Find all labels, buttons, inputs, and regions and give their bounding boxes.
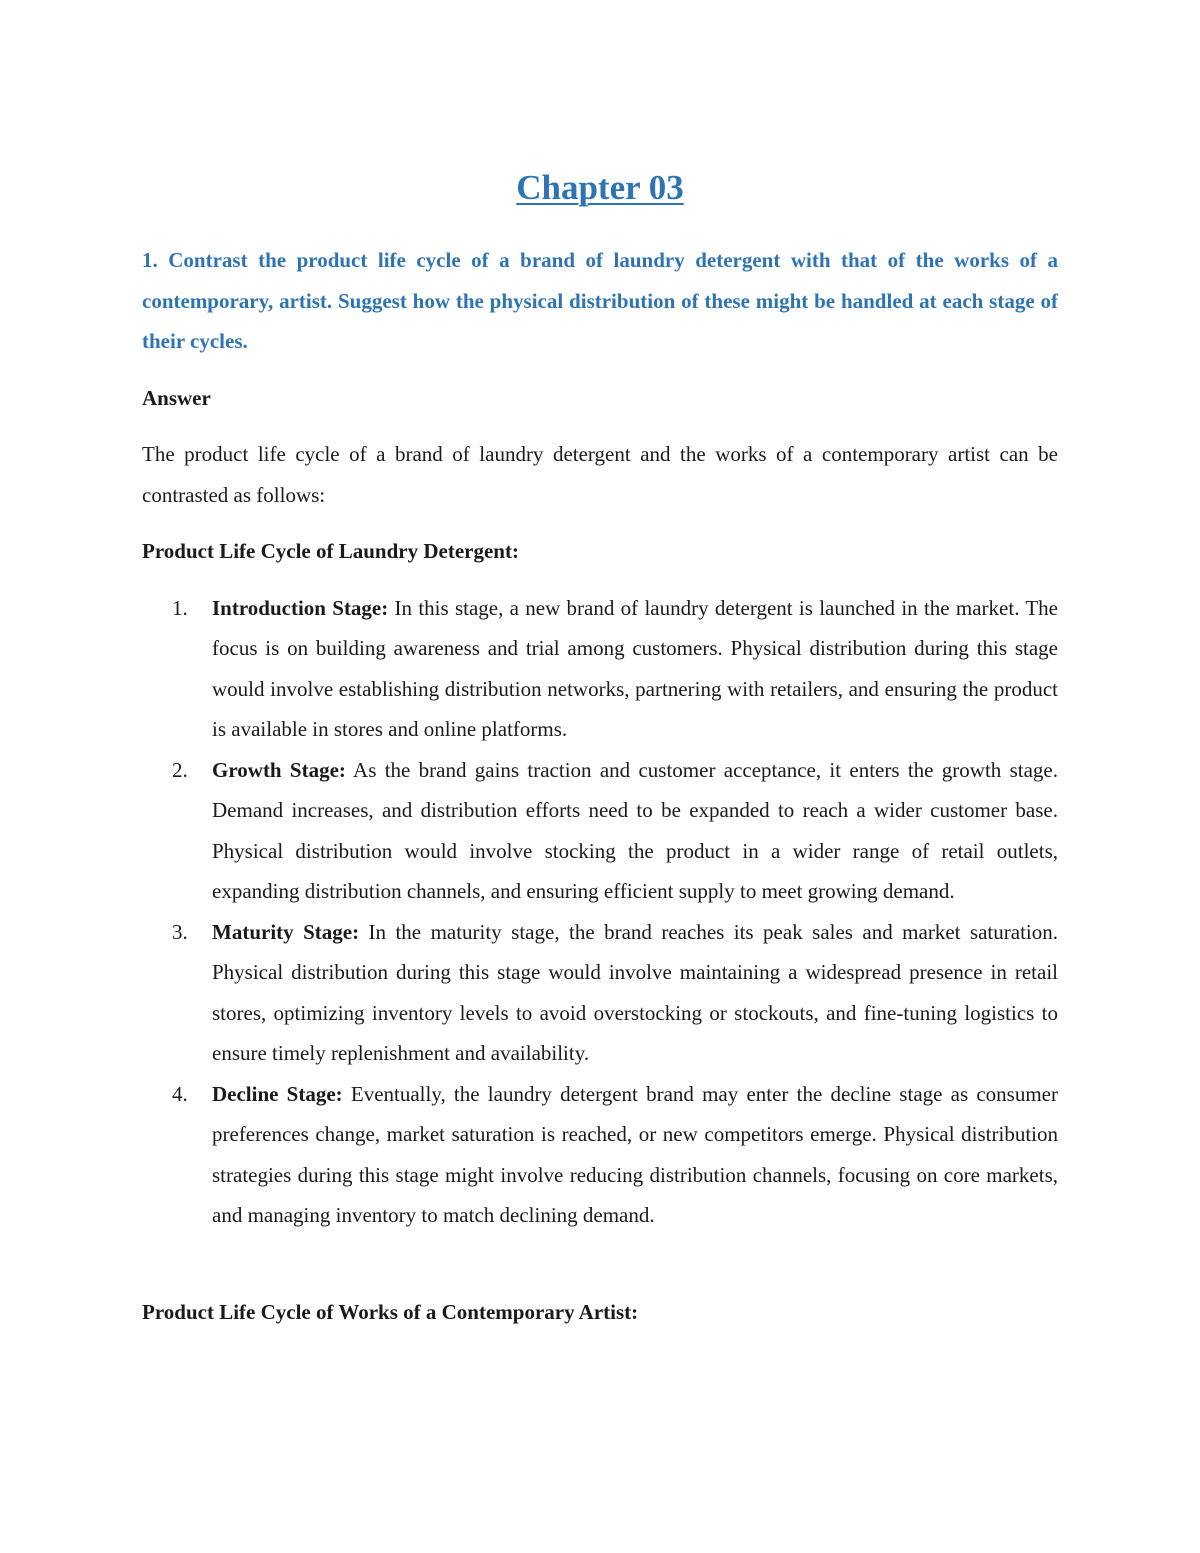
- list-item: [142, 912, 1058, 1074]
- document-body: [142, 240, 1058, 1332]
- list-number: 3.: [172, 919, 188, 944]
- stage-name: Decline Stage:: [212, 1081, 343, 1106]
- question-text: 1. Contrast the product life cycle of a brand of laundry detergent with that of the works of a contemporary, artist. Suggest how the physical distribution of these might be handled at each stage of their cycles.: [142, 248, 1058, 353]
- section-heading-laundry: Product Life Cycle of Laundry Detergent:: [142, 539, 519, 563]
- stage-name: Maturity Stage:: [212, 919, 360, 944]
- list-item: [142, 750, 1058, 912]
- list-number: 4.: [172, 1081, 188, 1106]
- chapter-title: Chapter 03: [516, 168, 684, 207]
- list-item: [142, 1074, 1058, 1236]
- section-heading-artist: Product Life Cycle of Works of a Contemporary Artist:: [142, 1299, 639, 1324]
- stage-description: In this stage, a new brand of laundry detergent is launched in the market. The focus is on building awareness and trial among customers. Physical distribution during this stage would involve establishing distribution networks, partnering with retailers, and ensuring the product is available in stores and online platforms.: [212, 595, 1059, 741]
- answer-heading: Answer: [142, 385, 211, 410]
- stage-name: Introduction Stage:: [212, 595, 389, 620]
- list-number: 1.: [172, 595, 188, 620]
- list-item: [142, 588, 1058, 750]
- stage-list: [142, 588, 1058, 1236]
- intro-paragraph: The product life cycle of a brand of laundry detergent and the works of a contemporary artist can be contrasted as follows:: [142, 442, 1058, 507]
- stage-description: As the brand gains traction and customer acceptance, it enters the growth stage. Demand increases, and distribution efforts need to be expanded to reach a wider customer base. Physical distribution would involve stocking the product in a wider range of retail outlets, expanding distribution channels, and ensuring efficient supply to meet growing demand.: [212, 757, 1058, 903]
- list-number: 2.: [172, 757, 188, 782]
- stage-description: In the maturity stage, the brand reaches its peak sales and market saturation. Physical distribution during this stage would involve maintaining a widespread presence in retail stores, optimizing inventory levels to avoid overstocking or stockouts, and fine-tuning logistics to ensure timely replenishment and availability.: [212, 919, 1058, 1065]
- stage-description: Eventually, the laundry detergent brand may enter the decline stage as consumer preferences change, market saturation is reached, or new competitors emerge. Physical distribution strategies during this stage might involve reducing distribution channels, focusing on core markets, and managing inventory to match declining demand.: [212, 1081, 1058, 1227]
- stage-name: Growth Stage:: [212, 757, 346, 782]
